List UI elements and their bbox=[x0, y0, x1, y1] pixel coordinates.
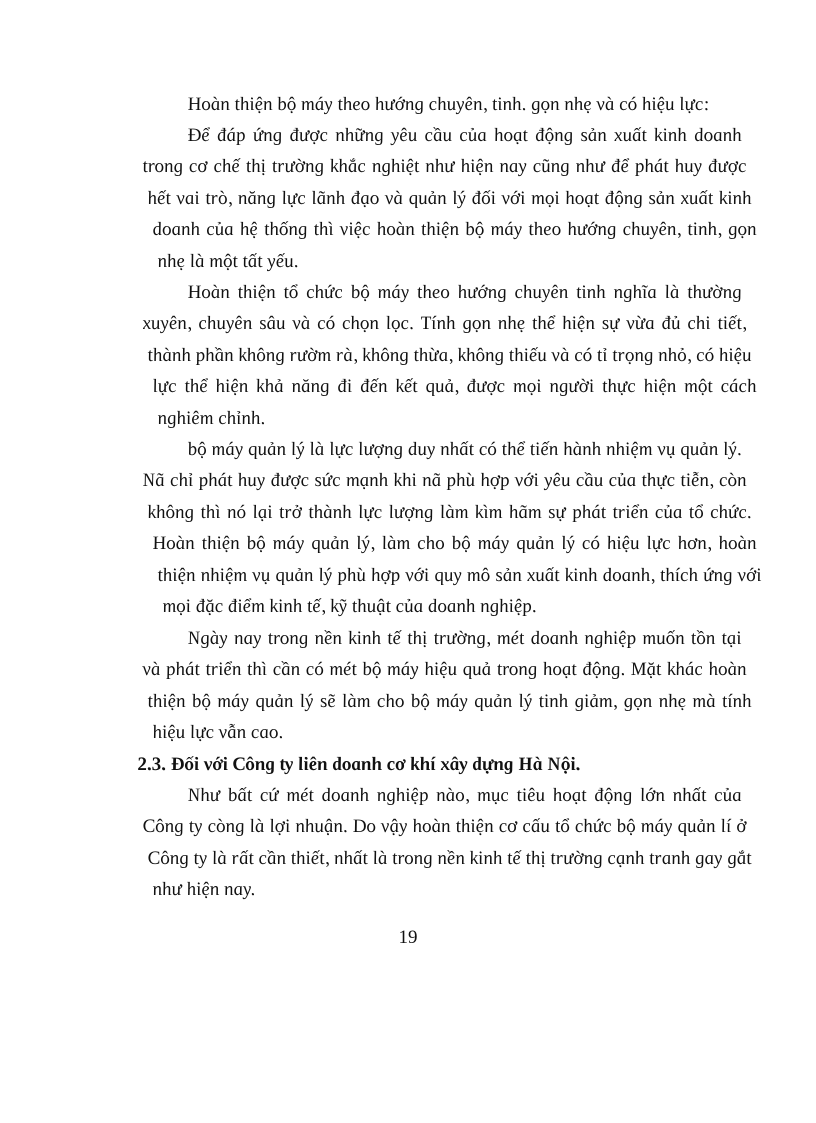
paragraph: Như bất cứ mét doanh nghiệp nào, mục tiêu hoạt động lớn nhất của Công ty còng là lợi nhuận. Do vậy hoàn thiện cơ cấu tổ chức bộ máy quản lí ở Công ty là rất cần thiết, nhất là trong nền kinh tế thị trường cạnh tranh gay gắt như hiện nay. bbox=[140, 784, 754, 901]
paragraph: bộ máy quản lý là lực lượng duy nhất có thể tiến hành nhiệm vụ quản lý. Nã chỉ phát huy được sức mạnh khi nã phù hợp với yêu cầu của thực tiễn, còn không thì nó lại trở thành lực lượng làm kìm hãm sự phát triển của tổ chức. Hoàn thiện bộ máy quản lý, làm cho bộ máy quản lý có hiệu lực hơn, hoàn thiện nhiệm vụ quản lý phù hợp với quy mô sản xuất kinh doanh, thích ứng với mọi đặc điểm kinh tế, kỹ thuật của doanh nghiệp. bbox=[140, 439, 764, 618]
paragraph: Ngày nay trong nền kinh tế thị trường, mét doanh nghiệp muốn tồn tại và phát triển thì cần có mét bộ máy hiệu quả trong hoạt động. Mặt khác hoàn thiện bộ máy quản lý sẽ làm cho bộ máy quản lý tinh giảm, gọn nhẹ mà tính hiệu lực vẫn cao. bbox=[140, 627, 754, 744]
document-body bbox=[135, 89, 764, 906]
paragraph: Hoàn thiện tổ chức bộ máy theo hướng chuyên tinh nghĩa là thường xuyên, chuyên sâu và có chọn lọc. Tính gọn nhẹ thể hiện sự vừa đủ chi tiết, thành phần không rườm rà, không thừa, không thiếu và có tỉ trọng nhỏ, có hiệu lực thể hiện khả năng đi đến kết quả, được mọi người thực hiện một cách nghiêm chỉnh. bbox=[140, 282, 759, 430]
paragraph: Để đáp ứng được những yêu cầu của hoạt động sản xuất kinh doanh trong cơ chế thị trường khắc nghiệt như hiện nay cũng như để phát huy được hết vai trò, năng lực lãnh đạo và quản lý đối với mọi hoạt động sản xuất kinh doanh của hệ thống thì việc hoàn thiện bộ máy theo hướng chuyên, tinh, gọn nhẹ là một tất yếu. bbox=[140, 125, 759, 273]
page-number: 19 bbox=[398, 927, 418, 948]
section-heading: 2.3. Đối với Công ty liên doanh cơ khí xây dựng Hà Nội. bbox=[135, 753, 583, 775]
paragraph-intro: Hoàn thiện bộ máy theo hướng chuyên, tinh. gọn nhẹ và có hiệu lực: bbox=[185, 94, 712, 115]
